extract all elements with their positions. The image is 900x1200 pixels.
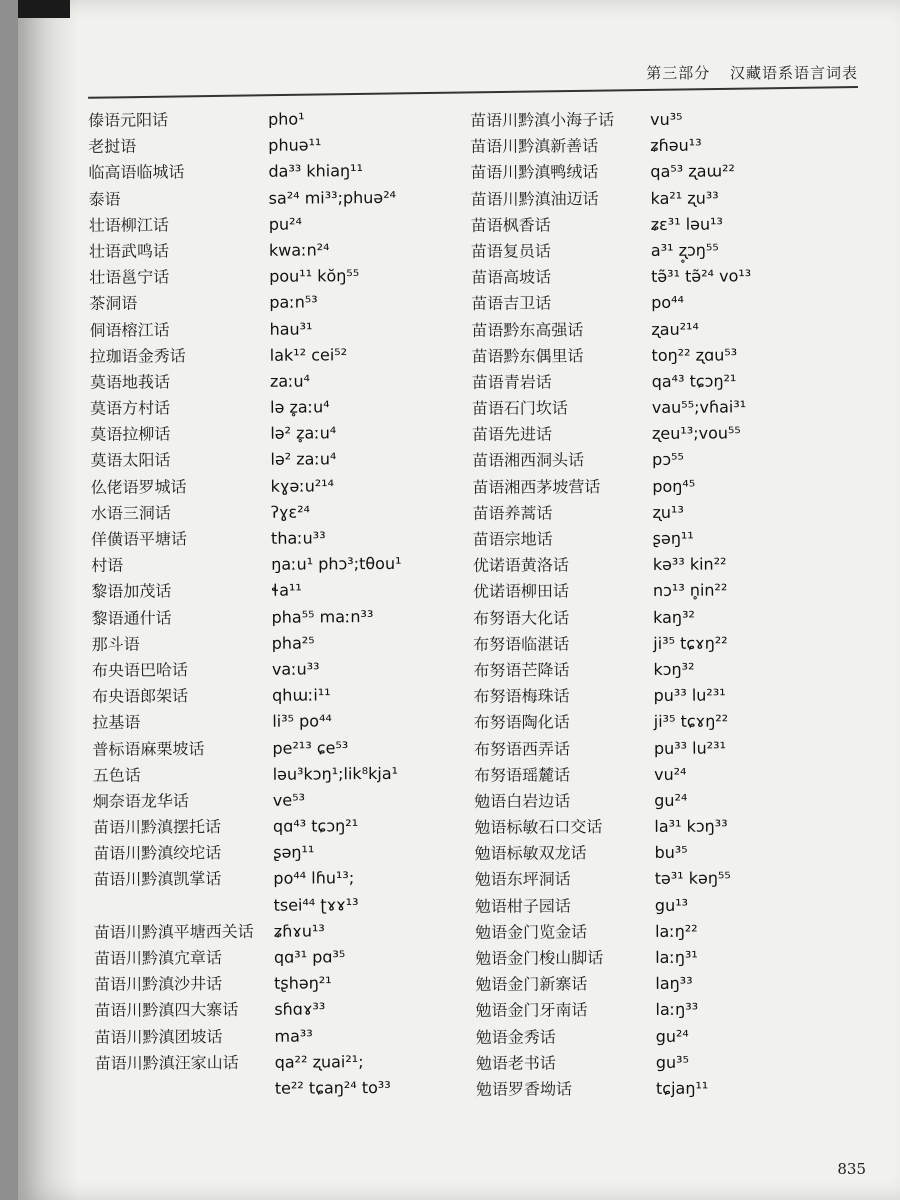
language-name: 苗语川黔滇四大寨话 bbox=[94, 1000, 239, 1021]
header-rule bbox=[88, 86, 858, 99]
language-name: 壮语武鸣话 bbox=[88, 241, 170, 261]
word-form: qa²² ʐuai²¹; bbox=[274, 1051, 364, 1072]
word-form: pu³³ lu²³¹ bbox=[653, 685, 726, 706]
language-name: 苗语宗地话 bbox=[472, 529, 553, 549]
language-name: 布努语陶化话 bbox=[473, 712, 570, 733]
language-name: 苗语湘西洞头话 bbox=[472, 450, 585, 471]
word-form: la³¹ kɔŋ³³ bbox=[654, 816, 728, 836]
word-form: kɣəːu²¹⁴ bbox=[270, 475, 335, 496]
word-form: pu²⁴ bbox=[268, 214, 303, 234]
word-form: laːŋ²² bbox=[654, 921, 698, 941]
language-name: 壮语柳江话 bbox=[88, 215, 169, 235]
language-name: 莫语方村话 bbox=[90, 398, 171, 419]
language-name: 勉语柑子园话 bbox=[474, 896, 571, 916]
language-name: 苗语复员话 bbox=[470, 241, 551, 261]
word-form: ʂəŋ¹¹ bbox=[273, 842, 315, 862]
word-form: toŋ²² ʐɑu⁵³ bbox=[651, 345, 738, 365]
word-form: a³¹ ʐ̥ɔŋ⁵⁵ bbox=[650, 240, 719, 260]
language-name: 勉语罗香坳话 bbox=[475, 1079, 573, 1099]
word-form: bu³⁵ bbox=[654, 842, 688, 863]
word-form: poŋ⁴⁵ bbox=[652, 476, 696, 496]
language-name: 苗语青岩话 bbox=[471, 372, 552, 392]
word-form: lə² z̥aːu⁴ bbox=[270, 423, 337, 443]
word-form: tsei⁴⁴ ʈɤɤ¹³ bbox=[273, 894, 359, 915]
language-name: 勉语标敏双龙话 bbox=[474, 843, 587, 864]
language-name: 苗语川黔滇凯掌话 bbox=[93, 869, 222, 890]
word-form: qa⁴³ tɕɔŋ²¹ bbox=[651, 371, 737, 391]
word-form: ʔɣɛ²⁴ bbox=[270, 502, 311, 522]
word-form: ka²¹ ʐu³³ bbox=[650, 188, 719, 208]
word-form: qɑ³¹ pɑ³⁵ bbox=[273, 947, 346, 967]
word-form: qɑ⁴³ tɕɔŋ²¹ bbox=[272, 816, 359, 836]
page-number: 835 bbox=[837, 1160, 866, 1178]
word-form: te²² tɕaŋ²⁴ to³³ bbox=[274, 1077, 391, 1098]
word-form: ʐau²¹⁴ bbox=[651, 319, 700, 339]
word-form: laːŋ³³ bbox=[655, 999, 699, 1020]
language-name: 苗语先进话 bbox=[471, 424, 553, 445]
language-name: 炯奈语龙华话 bbox=[92, 791, 189, 811]
word-form: gu³⁵ bbox=[655, 1052, 690, 1072]
word-form: tə³¹ kəŋ⁵⁵ bbox=[654, 868, 731, 889]
word-form: sa²⁴ mi³³;phuə²⁴ bbox=[268, 187, 397, 208]
word-form: ŋaːu¹ phɔ³;tθou¹ bbox=[271, 554, 402, 574]
language-name: 勉语金门览金话 bbox=[474, 922, 588, 942]
word-form: ləu³kɔŋ¹;lik⁸kja¹ bbox=[272, 763, 399, 784]
word-form: qa⁵³ ʐaɯ²² bbox=[650, 161, 735, 182]
language-name: 勉语标敏石口交话 bbox=[474, 817, 603, 838]
language-name: 拉基语 bbox=[92, 712, 141, 733]
language-name: 莫语地莪话 bbox=[89, 372, 170, 392]
word-form: pe²¹³ ɕe⁵³ bbox=[272, 737, 349, 758]
scan-edge bbox=[18, 0, 70, 18]
running-header bbox=[632, 62, 858, 83]
word-form: ji³⁵ tɕɤŋ²² bbox=[653, 711, 729, 732]
word-form: hau³¹ bbox=[269, 318, 313, 339]
language-name: 佯僙语平塘话 bbox=[90, 529, 188, 549]
language-name: 苗语养蒿话 bbox=[472, 503, 553, 523]
language-name: 布央语郎架话 bbox=[92, 686, 189, 707]
language-name: 优诺语黄洛话 bbox=[472, 555, 569, 576]
book-gutter-shadow bbox=[18, 0, 78, 1200]
word-form: tʂhəŋ²¹ bbox=[274, 973, 332, 993]
word-form: pou¹¹ kŏŋ⁵⁵ bbox=[269, 266, 360, 286]
word-form: po⁴⁴ bbox=[651, 293, 685, 313]
language-name: 苗语川黔滇团坡话 bbox=[94, 1026, 223, 1047]
language-name: 老挝语 bbox=[88, 136, 137, 157]
header-title: 汉藏语系语言词表 bbox=[729, 64, 858, 82]
word-form: pu³³ lu²³¹ bbox=[653, 737, 727, 758]
word-form: ji³⁵ tɕɤŋ²² bbox=[653, 633, 728, 653]
word-form: pho¹ bbox=[268, 109, 305, 129]
word-form: gu²⁴ bbox=[655, 1026, 689, 1046]
word-form: vaːu³³ bbox=[271, 659, 320, 679]
language-name: 黎语加茂话 bbox=[91, 581, 172, 602]
word-form: thaːu³³ bbox=[270, 528, 326, 548]
language-name: 五色话 bbox=[92, 765, 141, 785]
language-name: 莫语太阳话 bbox=[90, 450, 171, 471]
language-name: 勉语白岩边话 bbox=[474, 791, 571, 811]
language-name: 黎语通什话 bbox=[91, 607, 172, 628]
word-form: qhɯːi¹¹ bbox=[272, 685, 331, 705]
language-name: 苗语川黔滇汪家山话 bbox=[94, 1052, 239, 1073]
word-form: vau⁵⁵;vɦai³¹ bbox=[651, 397, 747, 417]
word-form: tɕjaŋ¹¹ bbox=[655, 1078, 709, 1098]
language-name: 苗语湘西茅坡营话 bbox=[472, 476, 601, 497]
language-name: 苗语川黔滇鸭绒话 bbox=[470, 162, 599, 183]
word-form: kwaːn²⁴ bbox=[268, 240, 330, 260]
word-form: ma³³ bbox=[274, 1026, 313, 1046]
word-form: ve⁵³ bbox=[272, 790, 306, 810]
word-form: li³⁵ po⁴⁴ bbox=[272, 711, 332, 732]
language-name: 布努语大化话 bbox=[473, 607, 570, 628]
language-name: 优诺语柳田话 bbox=[472, 581, 570, 602]
language-name: 布央语巴哈话 bbox=[91, 660, 189, 680]
word-form: laŋ³³ bbox=[655, 973, 693, 994]
language-name: 泰语 bbox=[88, 189, 121, 209]
word-form: ʐu¹³ bbox=[652, 502, 684, 522]
header-section: 第三部分 bbox=[646, 64, 711, 82]
language-name: 苗语川黔滇小海子话 bbox=[470, 110, 615, 130]
language-name: 临高语临城话 bbox=[88, 162, 185, 183]
language-name: 苗语川黔滇油迈话 bbox=[470, 188, 599, 209]
language-name: 水语三洞话 bbox=[90, 503, 171, 523]
word-form: lak¹² cei⁵² bbox=[269, 344, 348, 365]
language-name: 莫语拉柳话 bbox=[90, 424, 171, 445]
language-name: 布努语瑶麓话 bbox=[474, 765, 571, 785]
word-form: vu²⁴ bbox=[654, 764, 687, 784]
language-name: 勉语金门梭山脚话 bbox=[475, 948, 604, 968]
language-name: 勉语金门新寨话 bbox=[475, 974, 588, 995]
word-form: kə³³ kin²² bbox=[652, 554, 727, 575]
word-form: ɬa¹¹ bbox=[271, 580, 302, 601]
word-form: zaːu⁴ bbox=[269, 371, 311, 391]
word-form: ʐeu¹³;vou⁵⁵ bbox=[651, 423, 741, 444]
word-form: lə² zaːu⁴ bbox=[270, 449, 337, 470]
word-form: pha⁵⁵ maːn³³ bbox=[271, 606, 374, 627]
word-form: pɔ⁵⁵ bbox=[652, 450, 684, 470]
language-name: 布努语临湛话 bbox=[473, 634, 570, 654]
word-form: nɔ¹³ n̥in²² bbox=[652, 580, 728, 601]
word-form: tə̃³¹ tə̃²⁴ vo¹³ bbox=[650, 266, 752, 287]
language-name: 那斗语 bbox=[91, 634, 140, 654]
word-form: pha²⁵ bbox=[271, 633, 315, 653]
word-form: ʑɦəu¹³ bbox=[650, 135, 702, 156]
word-form: phuə¹¹ bbox=[268, 135, 322, 155]
language-name: 苗语黔东高强话 bbox=[471, 319, 584, 340]
word-form: lə z̥aːu⁴ bbox=[270, 397, 330, 417]
language-name: 苗语川黔滇摆托话 bbox=[92, 817, 222, 838]
language-name: 壮语邕宁话 bbox=[89, 267, 170, 288]
language-name: 茶洞语 bbox=[89, 293, 138, 314]
word-form: ʑɦɤu¹³ bbox=[273, 921, 325, 941]
language-name: 勉语老书话 bbox=[475, 1053, 556, 1073]
language-name: 勉语金秀话 bbox=[475, 1027, 556, 1047]
word-form: paːn⁵³ bbox=[269, 292, 318, 313]
word-form: po⁴⁴ lɦu¹³; bbox=[273, 868, 355, 889]
word-form: gu¹³ bbox=[654, 895, 689, 915]
language-name: 苗语枫香话 bbox=[470, 215, 551, 235]
word-form: ʑɛ³¹ ləu¹³ bbox=[650, 214, 723, 234]
language-name: 苗语川黔滇新善话 bbox=[470, 136, 599, 157]
language-name: 勉语金门牙南话 bbox=[475, 1000, 588, 1021]
language-name: 苗语川黔滇沙井话 bbox=[94, 974, 223, 995]
dictionary-page bbox=[18, 0, 900, 1200]
language-name: 布努语梅珠话 bbox=[473, 686, 570, 707]
language-name: 傣语元阳话 bbox=[88, 110, 169, 130]
language-name: 勉语东坪洞话 bbox=[474, 869, 571, 890]
language-name: 苗语黔东偶里话 bbox=[471, 345, 584, 366]
language-name: 苗语川黔滇平塘西关话 bbox=[93, 921, 254, 942]
right-column bbox=[470, 108, 752, 1103]
language-name: 普标语麻栗坡话 bbox=[92, 738, 205, 759]
language-name: 苗语吉卫话 bbox=[471, 293, 552, 314]
word-form: vu³⁵ bbox=[650, 109, 683, 129]
language-name: 布努语西弄话 bbox=[473, 738, 570, 759]
language-name: 侗语榕江话 bbox=[89, 319, 170, 340]
word-form: gu²⁴ bbox=[654, 790, 688, 810]
language-name: 苗语高坡话 bbox=[470, 267, 552, 288]
language-name: 村语 bbox=[91, 555, 124, 576]
word-form: ʂəŋ¹¹ bbox=[652, 528, 694, 548]
word-form: da³³ khiaŋ¹¹ bbox=[268, 161, 364, 182]
language-name: 苗语川黔滇绞坨话 bbox=[93, 843, 222, 864]
word-form: sɦɑɤ³³ bbox=[274, 999, 326, 1020]
language-name: 仫佬语罗城话 bbox=[90, 476, 187, 497]
left-column bbox=[88, 108, 402, 1103]
language-name: 苗语川黔滇宂章话 bbox=[93, 948, 223, 968]
language-name: 布努语芒降话 bbox=[473, 660, 570, 680]
word-form: kaŋ³² bbox=[653, 607, 695, 627]
language-name: 拉珈语金秀话 bbox=[89, 346, 186, 366]
language-name: 苗语石门坎话 bbox=[471, 398, 568, 419]
word-form: laːŋ³¹ bbox=[655, 947, 698, 967]
word-form: kɔŋ³² bbox=[653, 659, 695, 679]
